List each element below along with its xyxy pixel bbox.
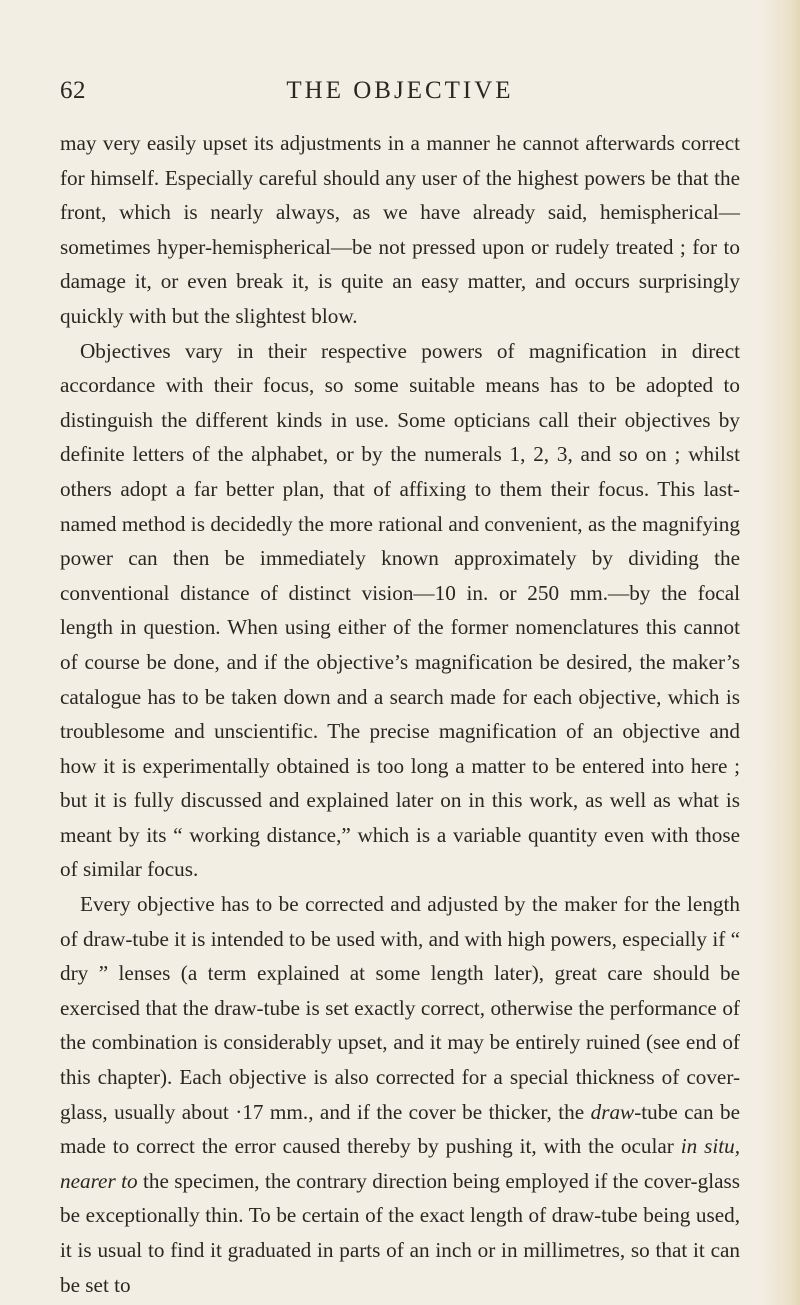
running-head: THE OBJECTIVE [286, 77, 514, 104]
paragraph-1 [60, 126, 740, 334]
page-header [60, 77, 740, 111]
page-number: 62 [60, 77, 86, 104]
italic-term-draw: draw [590, 1099, 635, 1124]
italic-phrase-in-situ: in situ, nearer to [60, 1134, 740, 1193]
paragraph-2 [60, 334, 740, 888]
body-text [60, 126, 740, 1302]
paragraph-text: Every objective has to be corrected and adjusted by the maker for the length of draw-tube it is intended to be used with, and with high powers, especially if “ dry ” lenses (a term explained at some length later), great care should be exercised that the draw-tube is set exactly correct, otherwise the performance of the combination is considerably upset, and it may be entirely ruined (see end of this chapter). Each objective is also corrected for a special thickness of cover-glass, usually about ·17 mm., and if the cover be thicker, the [60, 892, 740, 1124]
paragraph-text: -tube can be made to correct the error caused thereby by pushing it, with the ocular [60, 1099, 740, 1159]
paragraph-text: the specimen, the contrary direction being employed if the cover-glass be exceptionally thin. To be certain of the exact length of draw-tube being used, it is usual to find it graduated in parts of an inch or in millimetres, so that it can be set to [60, 1168, 740, 1297]
paragraph-text: may very easily upset its adjustments in a manner he cannot afterwards correct for himself. Especially careful should any user of the highest powers be that the front, which is nearly always, as we have already said, hemispherical—sometimes hyper-hemispherical—be not pressed upon or rudely treated ; for to damage it, or even break it, is quite an easy matter, and occurs surprisingly quickly with but the slightest blow. [60, 131, 740, 328]
paragraph-3 [60, 887, 740, 1302]
paragraph-text: Objectives vary in their respective powers of magnification in direct accordance with their focus, so some suitable means has to be adopted to distinguish the different kinds in use. Some opticians call their objectives by definite letters of the alphabet, or by the numerals 1, 2, 3, and so on ; whilst others adopt a far better plan, that of affixing to them their focus. This last-named method is decidedly the more rational and convenient, as the magnifying power can then be immediately known approximately by dividing the conventional distance of distinct vision—10 in. or 250 mm.—by the focal length in question. When using either of the former nomenclatures this cannot of course be done, and if the objective’s magnification be desired, the maker’s catalogue has to be taken down and a search made for each objective, which is troublesome and unscientific. The precise magnification of an objective and how it is experimentally obtained is too long a matter to be entered into here ; but it is fully discussed and explained later on in this work, as well as what is meant by its “ working distance,” which is a variable quantity even with those of similar focus. [60, 338, 740, 882]
